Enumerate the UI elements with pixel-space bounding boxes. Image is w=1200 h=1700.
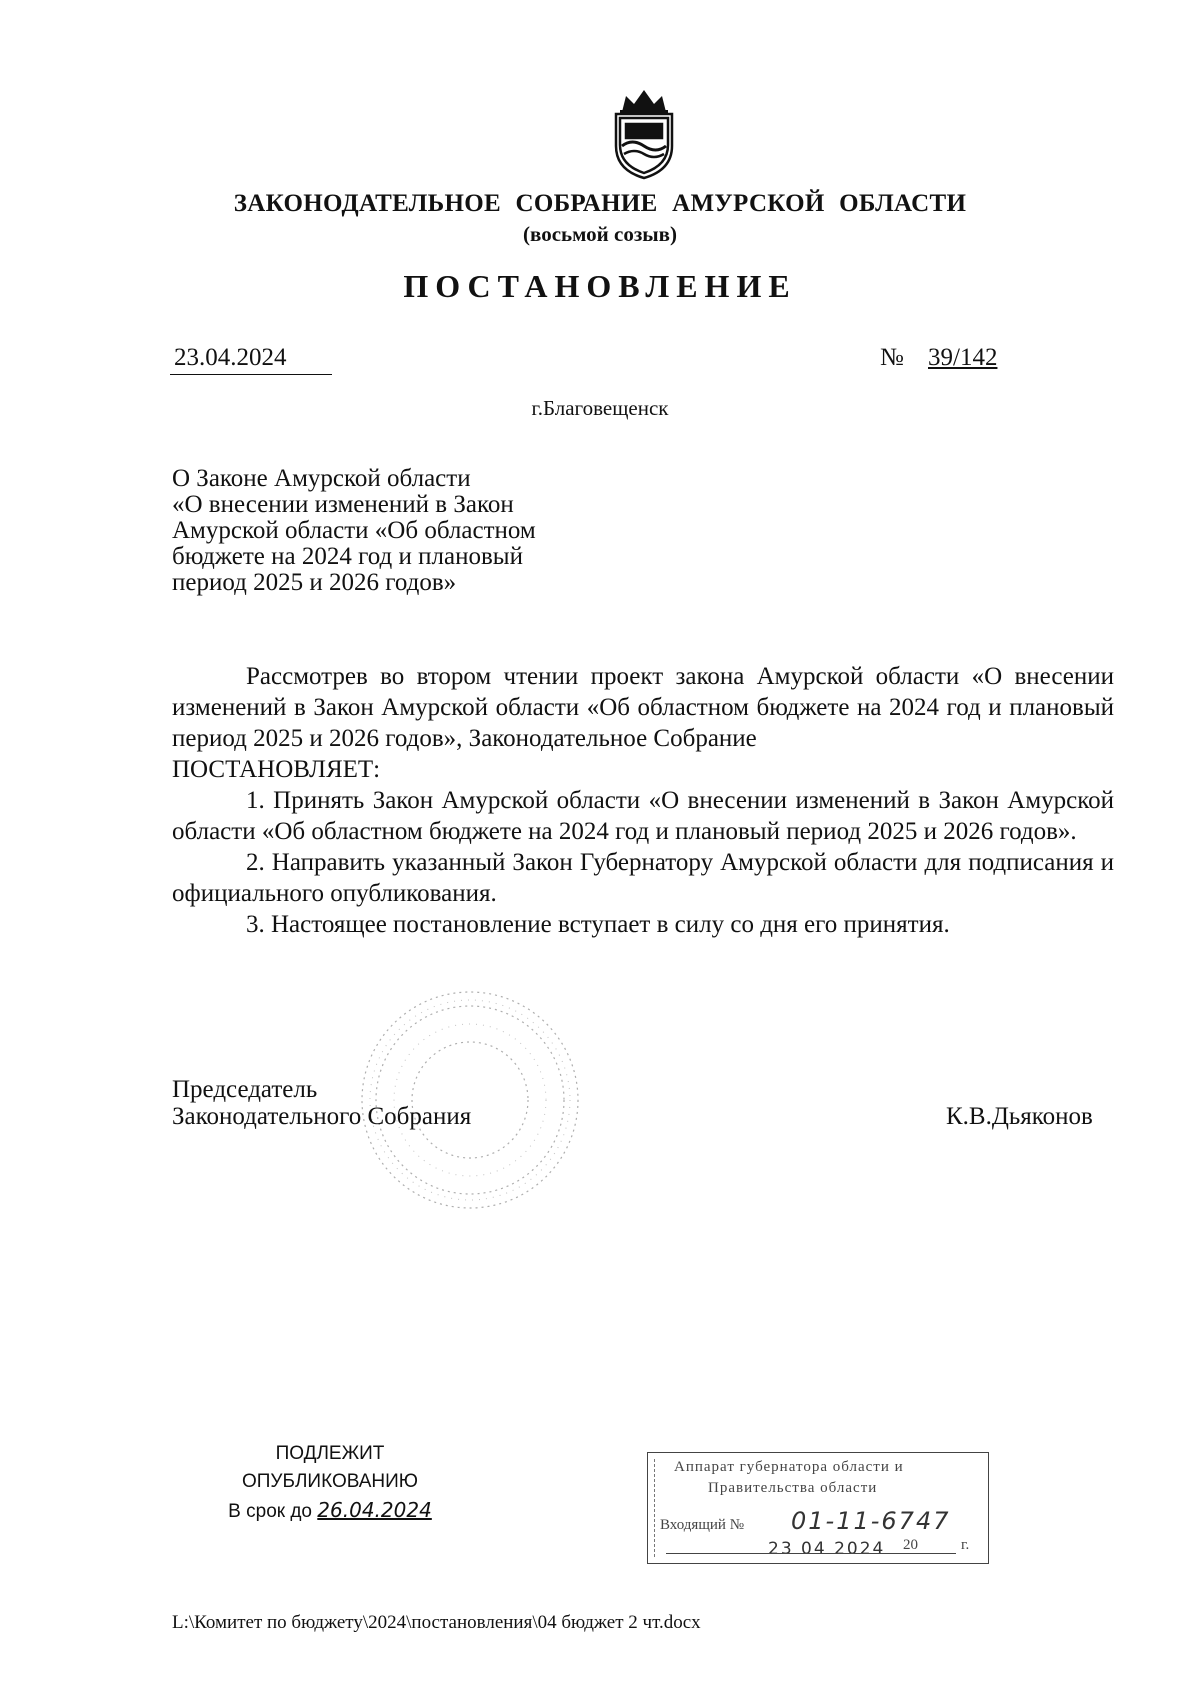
subject-line: «О внесении изменений в Закон [172,491,514,518]
preamble-paragraph: Рассмотрев во втором чтении проект закона Амурской области «О внесении изменений в Закон Амурской области «Об областном бюджете на 2024 год и плановый период 2025 и 2026 годов», Законодательное Собрание [172,663,1114,752]
document-number: 39/142 [928,344,998,371]
resolution-item: 3. Настоящее постановление вступает в силу со дня его принятия. [246,911,950,938]
publication-deadline [210,1496,450,1526]
publication-line: ОПУБЛИКОВАНИЮ [241,1471,419,1492]
incoming-number-handwritten: 01-11-6747 [791,1507,951,1535]
signatory-position [172,1076,471,1130]
deadline-handwritten: 26.04.2024 [317,1498,432,1522]
decree-word: ПОСТАНОВЛЯЕТ: [172,756,381,783]
convocation: (восьмой созыв) [523,222,677,246]
document-type-title: ПОСТАНОВЛЕНИЕ [403,268,797,304]
number-sign: № [880,344,904,371]
resolution-item: 2. Направить указанный Закон Губернатору Амурской области для подписания и официального опубликования. [172,849,1114,907]
year-suffix: 20 [903,1537,918,1553]
stamp-line: Аппарат губернатора области и [674,1459,904,1475]
signatory-name: К.В.Дьяконов [946,1103,1093,1130]
resolution-item: 1. Принять Закон Амурской области «О внесении изменений в Закон Амурской области «Об областном бюджете на 2024 год и плановый период 2025 и 2026 годов». [172,787,1114,845]
subject-line: О Законе Амурской области [172,465,471,492]
year-abbrev: г. [961,1537,970,1553]
subject-line: Амурской области «Об областном [172,517,536,544]
document-date: 23.04.2024 [174,344,287,371]
organization-name: ЗАКОНОДАТЕЛЬНОЕ СОБРАНИЕ АМУРСКОЙ ОБЛАСТИ [233,190,967,217]
incoming-date-handwritten: 23 04 2024 [768,1539,886,1559]
resolution-body [172,661,1114,940]
registration-stamp [647,1452,989,1564]
amur-region-coat-of-arms-icon [606,84,682,180]
deadline-label: В срок до [228,1501,313,1522]
subject-line: бюджете на 2024 год и плановый [172,543,523,570]
position-line: Председатель [172,1076,318,1103]
incoming-label: Входящий № [660,1517,745,1533]
subject-line: период 2025 и 2026 годов» [172,569,457,596]
publication-note [210,1440,450,1526]
subject-block [172,466,536,596]
date-underline [170,374,332,375]
publication-line: ПОДЛЕЖИТ [275,1443,385,1464]
file-path: L:\Комитет по бюджету\2024\постановления\04 бюджет 2 чт.docx [172,1612,701,1633]
position-line: Законодательного Собрания [172,1103,472,1130]
stamp-line: Правительства области [708,1480,878,1496]
city: г.Благовещенск [531,396,669,420]
